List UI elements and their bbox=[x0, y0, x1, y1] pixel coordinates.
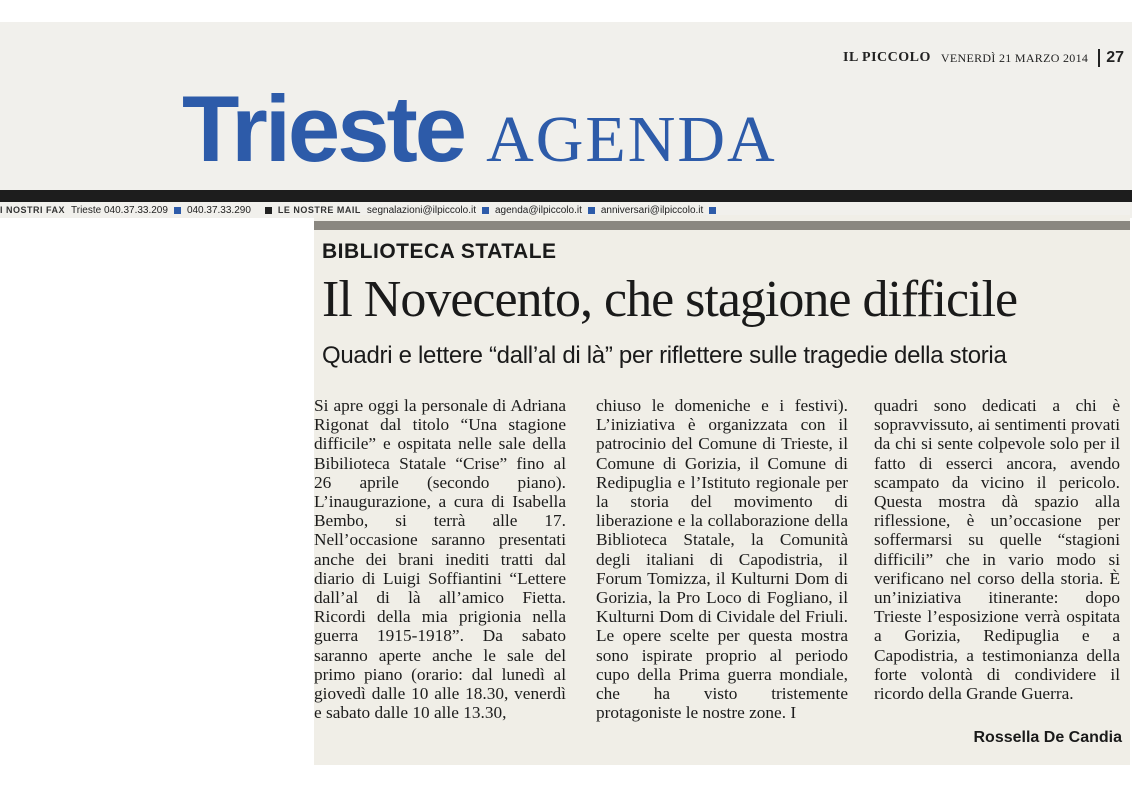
masthead bbox=[0, 22, 1132, 216]
article-byline: Rossella De Candia bbox=[973, 729, 1122, 746]
article-column-2: chiuso le domeniche e i festivi). L’iniziativa è organizzata con il patrocinio del Comune di Trieste, il Comune di Gorizia, il Comune di Redipuglia e l’Istituto regionale per la storia del movimento di liberazione e la collaborazione della Biblioteca Statale, la Comunità degli italiani di Capodistria, il Forum Tomizza, il Kulturni Dom di Gorizia, la Pro Loco di Fogliano, il Kulturni Dom di Cividale del Friuli. Le opere scelte per questa mostra sono ispirate proprio al periodo cupo della Prima guerra mondiale, che ha visto tristemente protagoniste le nostre zone. I bbox=[596, 396, 848, 723]
square-bullet-icon bbox=[482, 207, 489, 214]
issue-date: VENERDÌ 21 MARZO 2014 bbox=[940, 50, 1089, 65]
page-number: 27 bbox=[1098, 49, 1124, 67]
article-headline: Il Novecento, che stagione difficile bbox=[322, 271, 1018, 328]
paper-name: IL PICCOLO bbox=[843, 50, 931, 65]
mail-label: LE NOSTRE MAIL bbox=[277, 205, 361, 215]
masthead-rule bbox=[0, 190, 1132, 202]
fax-number-2: 040.37.33.290 bbox=[186, 204, 251, 216]
mail-address-1: segnalazioni@ilpiccolo.it bbox=[366, 204, 476, 216]
article-subhead: Quadri e lettere “dall’al di là” per riflettere sulle tragedie della storia bbox=[322, 342, 1007, 369]
square-bullet-icon bbox=[588, 207, 595, 214]
section-title-name: AGENDA bbox=[486, 103, 777, 176]
article-clipping bbox=[314, 215, 1130, 765]
article-column-1: Si apre oggi la personale di Adriana Rigonat dal titolo “Una stagione difficile” e ospitata nelle sale della Bibilioteca Statale “Crise” fino al 26 aprile (secondo piano). L’inaugurazione, a cura di Isabella Bembo, si terrà alle 17. Nell’occasione saranno presentati anche dei brani inediti tratti dal diario di Luigi Soffiantini “Lettere dall’al di là all’amico Fietta. Ricordi della mia prigionia nella guerra 1915-1918”. Da sabato saranno aperte anche le sale del primo piano (orario: dal lunedì al giovedì dalle 10 alle 18.30, venerdì e sabato dalle 10 alle 13.30, bbox=[314, 396, 566, 723]
square-bullet-icon bbox=[174, 207, 181, 214]
section-title-city: Trieste bbox=[182, 76, 465, 181]
article-rule bbox=[314, 221, 1130, 230]
square-bullet-icon bbox=[709, 207, 716, 214]
square-bullet-icon bbox=[265, 207, 272, 214]
section-title bbox=[182, 76, 777, 182]
article-kicker: BIBLIOTECA STATALE bbox=[322, 240, 557, 263]
mail-address-2: agenda@ilpiccolo.it bbox=[495, 204, 582, 216]
masthead-info bbox=[843, 49, 1124, 67]
fax-label: I NOSTRI FAX bbox=[0, 205, 66, 215]
article-column-3: quadri sono dedicati a chi è sopravvissuto, ai sentimenti provati da chi si sente colpevole solo per il fatto di esserci ancora, avendo scampato da vicino il pericolo. Questa mostra dà spazio alla riflessione, è un’occasione per soffermarsi su quelle “stagioni difficili” che in vario modo si verificano nel corso della storia. È un’iniziativa itinerante: dopo Trieste l’esposizione verrà ospitata a Gorizia, Redipuglia e a Capodistria, a testimonianza della forte volontà di condividere il ricordo della Grande Guerra. bbox=[874, 396, 1120, 704]
fax-number-1: Trieste 040.37.33.209 bbox=[71, 204, 168, 216]
mail-address-3: anniversari@ilpiccolo.it bbox=[600, 204, 704, 216]
